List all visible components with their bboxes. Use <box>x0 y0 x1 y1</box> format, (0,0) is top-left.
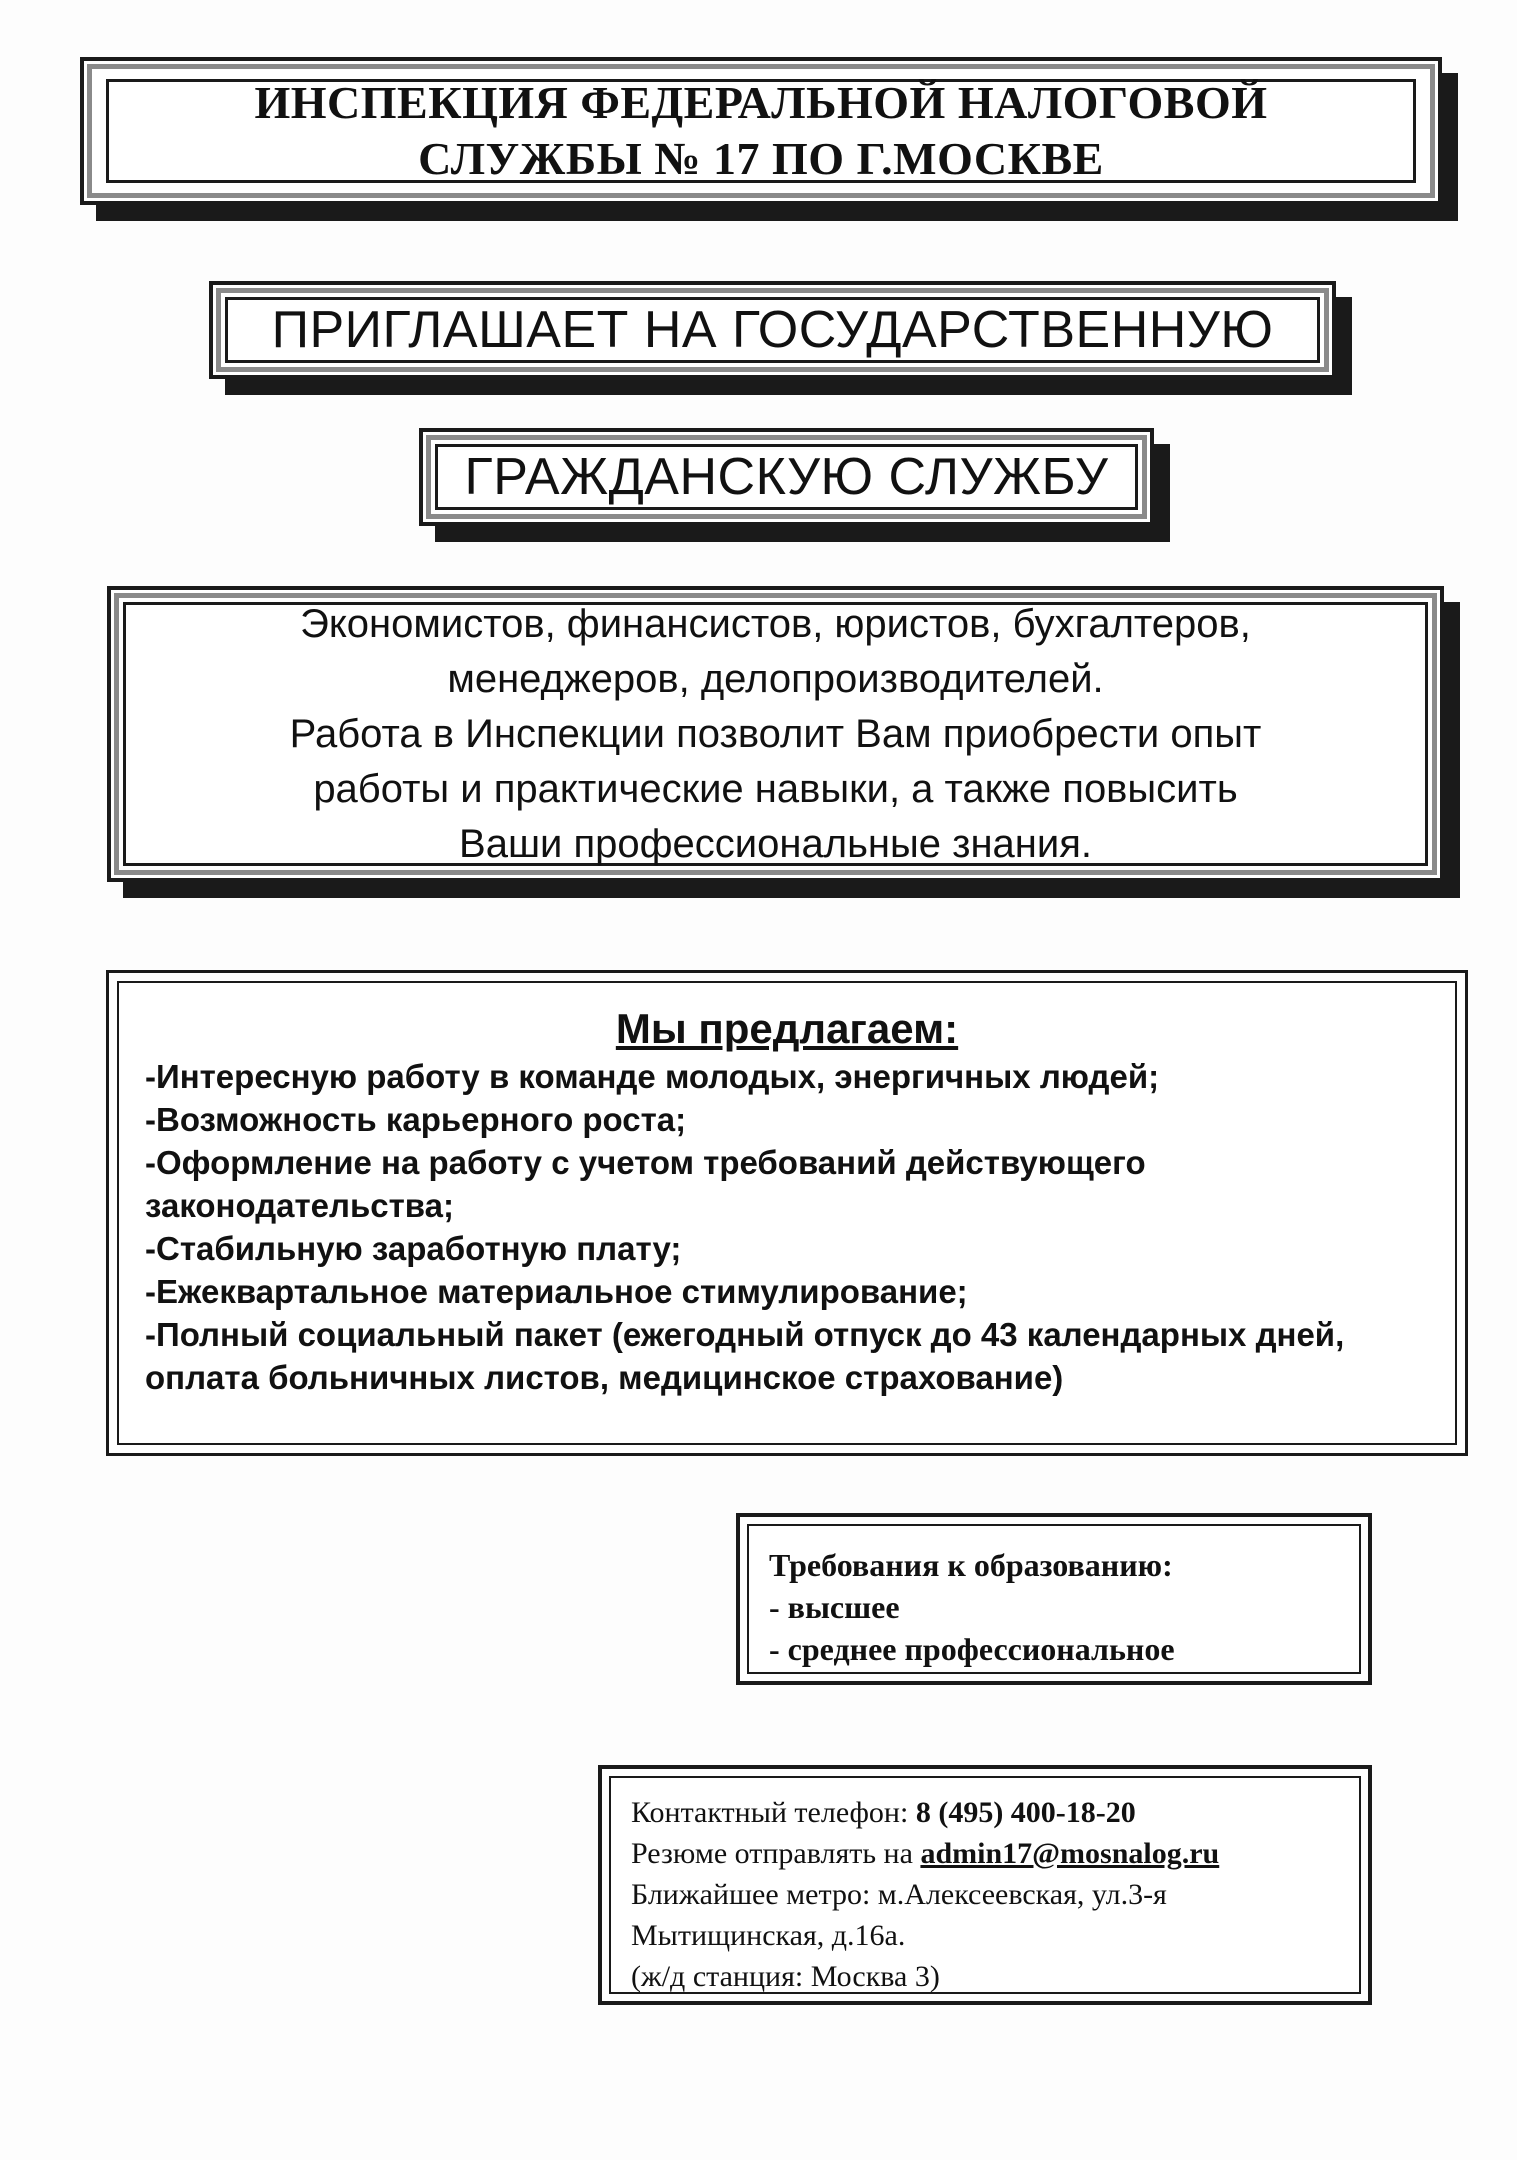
intro-line: Ваши профессиональные знания. <box>459 821 1092 866</box>
contact-box <box>598 1765 1372 2005</box>
metro-line-1: Ближайшее метро: м.Алексеевская, ул.3-я <box>631 1878 1167 1911</box>
offer-item: -Оформление на работу с учетом требований действующего законодательства; <box>145 1144 1146 1224</box>
education-title: Требования к образованию: <box>769 1547 1173 1583</box>
header-line-2: СЛУЖБЫ № 17 ПО Г.МОСКВЕ <box>418 133 1104 184</box>
intro-line: менеджеров, делопроизводителей. <box>447 656 1104 701</box>
education-item: - высшее <box>769 1589 900 1625</box>
offer-item: -Интересную работу в команде молодых, энергичных людей; <box>145 1058 1160 1095</box>
offer-item: -Полный социальный пакет (ежегодный отпуск до 43 календарных дней, оплата больничных листов, медицинское страхование) <box>145 1316 1345 1396</box>
offer-item: -Ежеквартальное материальное стимулирование; <box>145 1273 968 1310</box>
header-box <box>80 57 1442 205</box>
intro-line: работы и практические навыки, а также повысить <box>313 766 1238 811</box>
header-line-1: ИНСПЕКЦИЯ ФЕДЕРАЛЬНОЙ НАЛОГОВОЙ <box>254 76 1268 128</box>
header-frame <box>106 76 1416 184</box>
banner-invite-text: ПРИГЛАШАЕТ НА ГОСУДАРСТВЕННУЮ <box>271 301 1274 359</box>
offer-item: -Возможность карьерного роста; <box>145 1101 687 1138</box>
intro-line: Работа в Инспекции позволит Вам приобрести опыт <box>289 711 1262 756</box>
offer-box <box>106 970 1468 1456</box>
resume-line <box>631 1833 1339 1874</box>
email-link[interactable]: admin17@mosnalog.ru <box>920 1837 1220 1870</box>
offer-item: -Стабильную заработную плату; <box>145 1230 682 1267</box>
banner-service-text: ГРАЖДАНСКУЮ СЛУЖБУ <box>464 448 1109 506</box>
banner-invite <box>209 281 1336 379</box>
station-line: (ж/д станция: Москва 3) <box>631 1960 940 1993</box>
metro-line-2: Мытищинская, д.16а. <box>631 1919 906 1952</box>
intro-box <box>107 586 1444 882</box>
offer-title: Мы предлагаем: <box>615 1005 959 1052</box>
banner-service <box>419 428 1154 526</box>
education-item: - среднее профессиональное <box>769 1631 1175 1667</box>
resume-label: Резюме отправлять на <box>631 1837 921 1870</box>
phone-number: 8 (495) 400-18-20 <box>915 1796 1136 1829</box>
phone-label: Контактный телефон: <box>631 1796 916 1829</box>
offer-list <box>145 1055 1429 1399</box>
intro-line: Экономистов, финансистов, юристов, бухгалтеров, <box>300 601 1251 646</box>
phone-line <box>631 1792 1339 1833</box>
education-box <box>736 1513 1372 1685</box>
